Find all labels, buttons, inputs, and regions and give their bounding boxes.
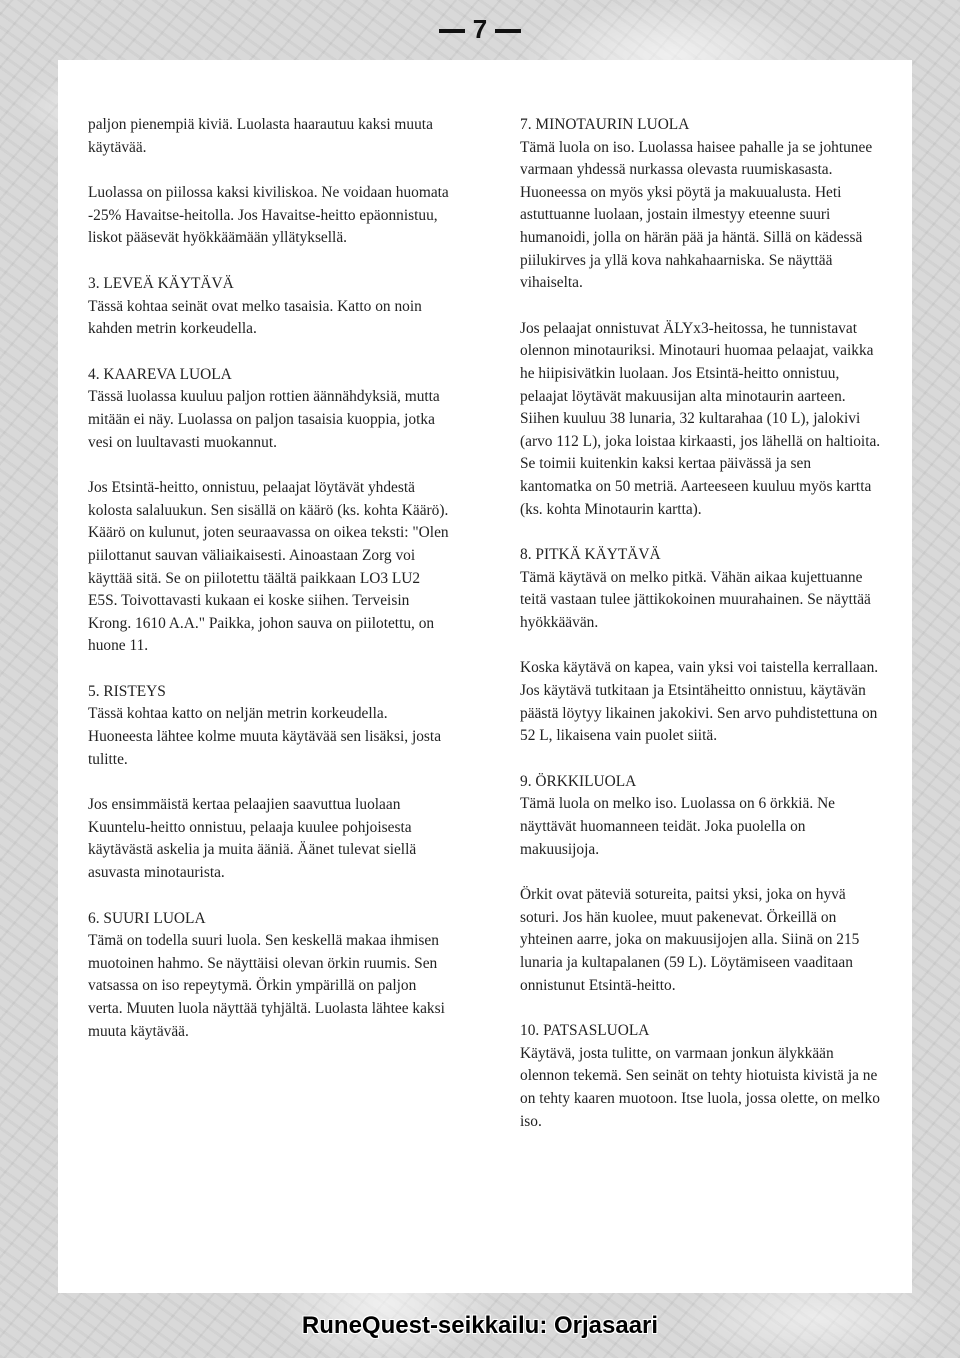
paragraph: [520, 318, 882, 521]
paragraph: [520, 657, 882, 747]
section: [88, 908, 450, 1044]
section: [520, 114, 882, 295]
paragraph-text: Jos ensimmäistä kertaa pelaajien saavuttua luolaan Kuuntelu-heitto onnistuu, pelaaja kuulee pohjoisesta käytävästä askelia ja muita ääniä. Äänet tulevat siellä asuvasta minotaurista.: [88, 796, 417, 882]
paragraph-text: paljon pienempiä kiviä. Luolasta haarautuu kaksi muuta käytävää.: [88, 116, 433, 156]
paragraph-text: Tämä käytävä on melko pitkä. Vähän aikaa kujettuanne teitä vastaan tulee jättikokoinen muurahainen. Se näyttää hyökkäävän.: [520, 568, 871, 631]
section: [88, 273, 450, 341]
paragraph: [88, 794, 450, 884]
section-heading: 3. LEVEÄ KÄYTÄVÄ: [88, 274, 234, 292]
paragraph-text: Jos Etsintä-heitto, onnistuu, pelaajat löytävät yhdestä kolosta salaluukun. Sen sisällä on käärö (ks. kohta Käärö). Käärö on kulunut, joten seuraavassa on oikea teksti: "Olen piilottanut sauvan väliaikaisesti. Ainoastaan Zorg voi käyttää sitä. Se on piilotettu täältä paikkaan LO3 LU2 E5S. Toivottavasti kukaan ei koske siihen. Terveisin Krong. 1610 A.A." Paikka, johon sauva on piilotettu, on huone 11.: [88, 479, 449, 655]
section-heading: 5. RISTEYS: [88, 682, 166, 700]
section-heading: 8. PITKÄ KÄYTÄVÄ: [520, 546, 661, 564]
paragraph-text: Örkit ovat päteviä sotureita, paitsi yksi, joka on hyvä soturi. Jos hän kuolee, muut pakenevat. Örkeillä on yhteinen aarre, joka on makuusijojen alla. Siinä on 215 lunaria ja kultapalanen (59 L). Löytämiseen vaaditaan onnistunut Etsintä-heitto.: [520, 886, 860, 994]
section: [520, 771, 882, 861]
section-heading: 10. PATSASLUOLA: [520, 1022, 650, 1040]
page-number-text: 7: [472, 14, 488, 44]
paragraph-text: Koska käytävä on kapea, vain yksi voi taistella kerrallaan. Jos käytävä tutkitaan ja Etsintäheitto onnistuu, käytävän päästä löytyy likainen jakokivi. Sen arvo puhdistettuna on 52 L, likaisena vain puolet siitä.: [520, 659, 879, 745]
section-heading: 7. MINOTAURIN LUOLA: [520, 116, 690, 133]
paragraph-text: Käytävä, josta tulitte, on varmaan jonkun älykkään olennon tekemä. Sen seinät on tehty hiotuista kivistä ja ne on tehty kaaren muotoon. Itse luola, jossa olette, on melko iso.: [520, 1044, 880, 1130]
paragraph-text: Tässä kohtaa katto on neljän metrin korkeudella. Huoneesta lähtee kolme muuta käytävää sen lisäksi, josta tulitte.: [88, 705, 442, 768]
paragraph-text: Jos pelaajat onnistuvat ÄLYx3-heitossa, he tunnistavat olennon minotauriksi. Minotauri huomaa pelaajat, vaikka he hiipisivätkin luolaan. Jos Etsintä-heitto onnistuu, pelaajat löytävät makuusijan alta minotaurin aarteen. Siihen kuuluu 38 lunaria, 32 kultarahaa (10 L), jalokivi (arvo 112 L), joka loistaa kirkaasti, jos lähellä on haltioita. Se toimii kuitenkin kaksi kertaa päivässä ja sen kantomatka on 50 metriä. Aarteeseen kuuluu myös kartta (ks. kohta Minotaurin kartta).: [520, 319, 881, 518]
paragraph: [88, 182, 450, 250]
section: [88, 681, 450, 771]
dash-left: [439, 29, 465, 33]
dash-right: [495, 29, 521, 33]
section-heading: 4. KAAREVA LUOLA: [88, 365, 232, 383]
left-column: [88, 114, 450, 1293]
section: [520, 544, 882, 634]
section-heading: 9. ÖRKKILUOLA: [520, 772, 637, 790]
paragraph-text: Tämä on todella suuri luola. Sen keskellä makaa ihmisen muotoinen hahmo. Se näyttäisi olevan örkin ruumis. Sen vatsassa on iso repeytymä. Örkin ympärillä on paljon verta. Muuten luola näyttää tyhjältä. Luolasta lähtee kaksi muuta käytävää.: [88, 932, 445, 1040]
page-number: [0, 14, 960, 45]
paragraph-text: Tämä luola on iso. Luolassa haisee pahalle ja se johtunee varmaan yhdessä nurkassa olevasta ruumiskasasta. Huoneessa on myös yksi pöytä ja makuualusta. Heti astuttuanne luolaan, jostain ilmestyy eteenne suuri humanoidi, jolla on härän pää ja häntä. Sillä on kädessä piilukirves ja yllä kova nahkahaarniska. Se näyttää vihaiselta.: [520, 138, 873, 292]
paragraph: [88, 477, 450, 658]
page-content: [58, 60, 912, 1293]
paragraph: [520, 884, 882, 997]
section-heading: 6. SUURI LUOLA: [88, 909, 206, 927]
paragraph-text: Tämä luola on melko iso. Luolassa on 6 örkkiä. Ne näyttävät huomanneen teidät. Joka puolella on makuusijoja.: [520, 795, 836, 858]
footer-title: RuneQuest-seikkailu: Orjasaari: [301, 1312, 659, 1339]
paragraph-text: Luolassa on piilossa kaksi kiviliskoa. Ne voidaan huomata -25% Havaitse-heitolla. Jos Havaitse-heitto epäonnistuu, liskot pääsevät hyökkäämään yllätyksellä.: [88, 184, 449, 247]
right-column: [520, 114, 882, 1293]
paragraph: [88, 114, 450, 159]
section: [520, 1020, 882, 1133]
paragraph-text: Tässä kohtaa seinät ovat melko tasaisia. Katto on noin kahden metrin korkeudella.: [88, 297, 422, 338]
section: [88, 364, 450, 454]
paragraph-text: Tässä luolassa kuuluu paljon rottien äännähdyksiä, mutta mitään ei näy. Luolassa on paljon tasaisia kuoppia, jotka vesi on luultavasti muokannut.: [88, 388, 440, 451]
